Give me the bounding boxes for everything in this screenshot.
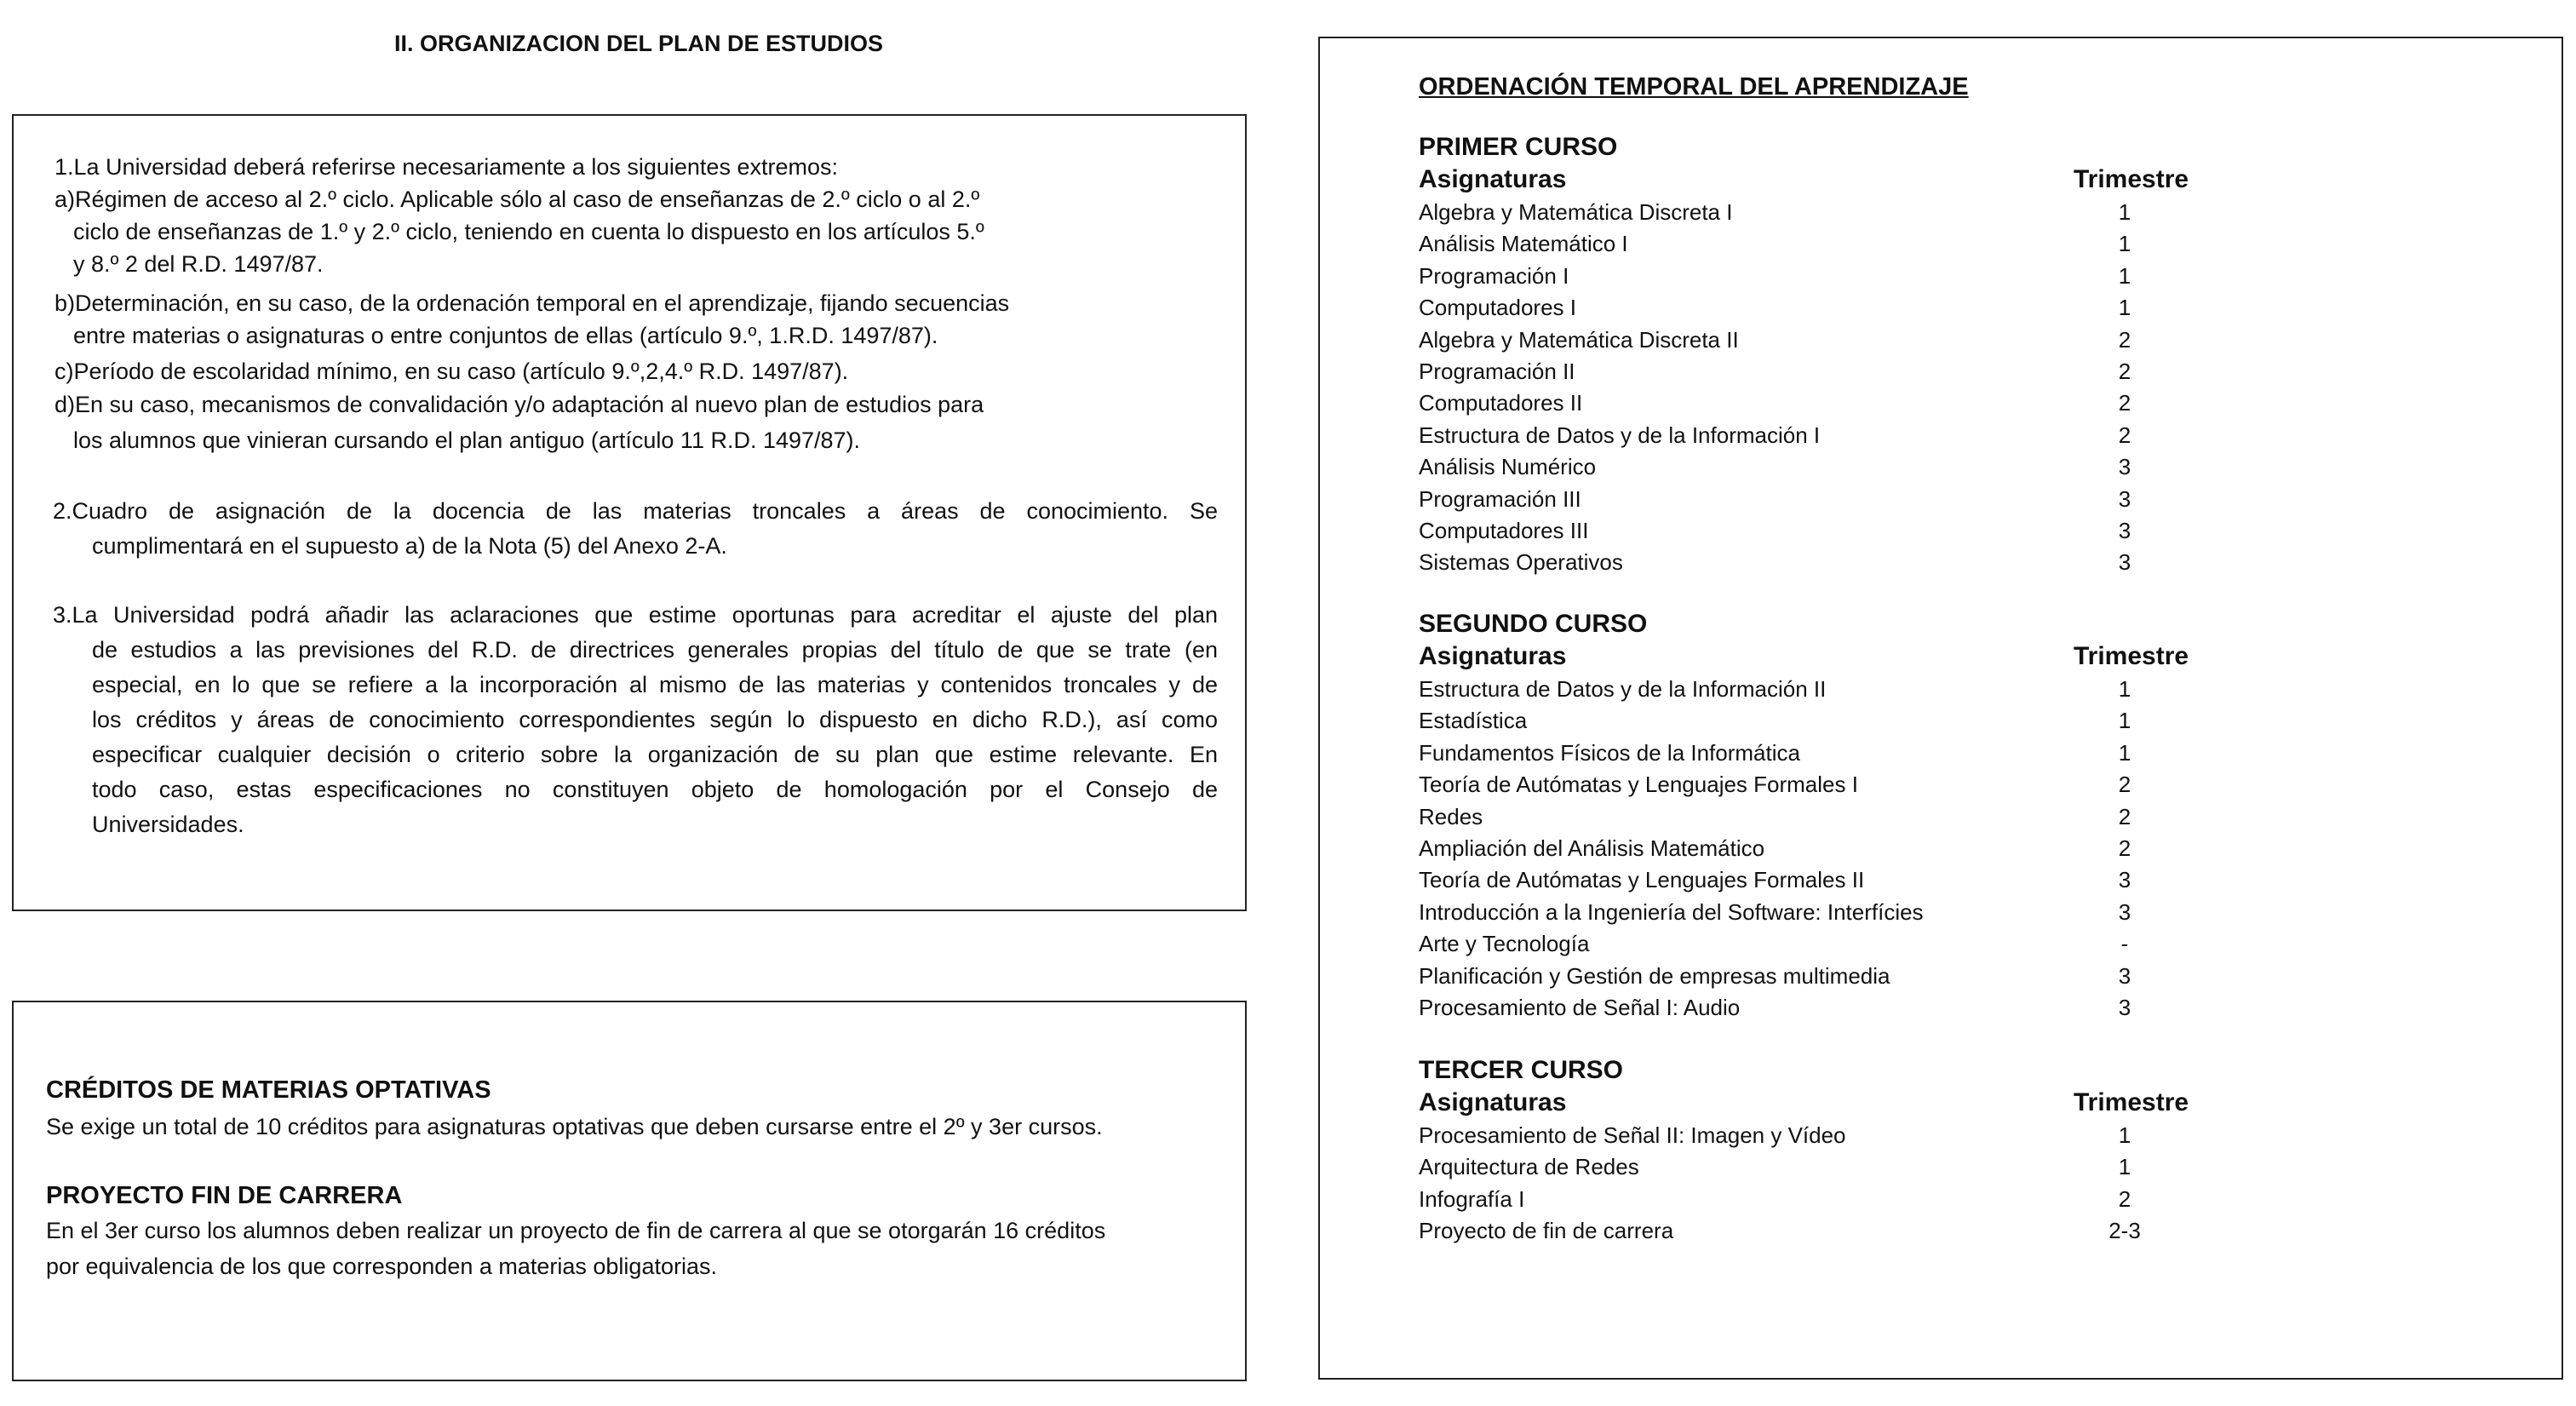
subject-term: 3 (2118, 485, 2131, 512)
subject-term: 1 (2118, 1154, 2131, 1180)
p3-line-4: los créditos y áreas de conocimiento correspondientes según lo dispuesto en dicho R.D.), así como (92, 707, 1218, 732)
subject-term: 1 (2118, 231, 2131, 257)
optatives-heading: CRÉDITOS DE MATERIAS OPTATIVAS (46, 1076, 491, 1104)
schedule-title: ORDENACIÓN TEMPORAL DEL APRENDIZAJE (1419, 73, 1969, 100)
subject-term: 1 (2118, 676, 2131, 702)
section-title: II. ORGANIZACION DEL PLAN DE ESTUDIOS (393, 31, 884, 56)
subjects-column-header: Asignaturas (1419, 642, 1567, 670)
subject-name: Fundamentos Físicos de la Informática (1419, 739, 1800, 766)
p2-line-1: 2.Cuadro de asignación de la docencia de las materias troncales a áreas de conocimiento. Se (53, 498, 1218, 524)
subject-name: Procesamiento de Señal II: Imagen y Vídeo (1419, 1122, 1846, 1148)
course-heading: SEGUNDO CURSO (1419, 610, 1648, 638)
subject-name: Computadores I (1419, 295, 1576, 321)
subject-name: Teoría de Autómatas y Lenguajes Formales I (1419, 772, 1858, 798)
subject-term: 3 (2118, 549, 2131, 576)
subject-term: 2 (2118, 772, 2131, 798)
subject-term: 1 (2118, 739, 2131, 766)
project-text-2: por equivalencia de los que corresponden a materias obligatorias. (46, 1254, 717, 1279)
req-line-1: 1.La Universidad deberá referirse necesariamente a los siguientes extremos: (55, 154, 838, 180)
subjects-column-header: Asignaturas (1419, 1088, 1567, 1116)
subject-name: Arte y Tecnología (1419, 931, 1590, 957)
subject-term: 1 (2118, 262, 2131, 289)
subject-term: 2 (2118, 803, 2131, 829)
subject-term: 2 (2118, 326, 2131, 353)
subject-term: 3 (2118, 995, 2131, 1020)
optatives-text: Se exige un total de 10 créditos para asignaturas optativas que deben cursarse entre el 2º y 3er cursos. (46, 1114, 1103, 1139)
req-line-6: entre materias o asignaturas o entre conjuntos de ellas (artículo 9.º, 1.R.D. 1497/87). (73, 323, 938, 348)
term-column-header: Trimestre (2074, 165, 2189, 193)
subject-name: Teoría de Autómatas y Lenguajes Formales II (1419, 867, 1865, 893)
subject-term: 1 (2118, 708, 2131, 734)
subject-name: Análisis Numérico (1419, 454, 1597, 480)
subject-term: 1 (2118, 199, 2131, 225)
subject-term: 3 (2118, 518, 2131, 543)
paragraph-2 (53, 494, 1218, 564)
subject-name: Procesamiento de Señal I: Audio (1419, 995, 1741, 1020)
subject-name: Proyecto de fin de carrera (1419, 1218, 1674, 1244)
subject-term: 1 (2118, 1122, 2131, 1148)
subject-name: Computadores II (1419, 390, 1583, 416)
subject-name: Estadística (1419, 708, 1528, 734)
subject-name: Programación III (1419, 485, 1581, 512)
subject-name: Estructura de Datos y de la Información II (1419, 676, 1827, 702)
subject-name: Computadores III (1419, 518, 1589, 543)
subject-term: 2 (2118, 422, 2131, 448)
subject-term: 2 (2118, 835, 2131, 861)
req-line-8: d)En su caso, mecanismos de convalidación y/o adaptación al nuevo plan de estudios para (55, 392, 984, 417)
course-heading: TERCER CURSO (1419, 1056, 1624, 1084)
subject-name: Introducción a la Ingeniería del Software: Interfícies (1419, 898, 1924, 925)
req-line-4: y 8.º 2 del R.D. 1497/87. (73, 251, 324, 277)
subject-name: Análisis Matemático I (1419, 231, 1628, 257)
subject-name: Algebra y Matemática Discreta I (1419, 199, 1733, 225)
term-column-header: Trimestre (2074, 1088, 2189, 1116)
subject-name: Programación II (1419, 359, 1575, 384)
subject-term: 2 (2118, 359, 2131, 384)
p3-line-3: especial, en lo que se refiere a la incorporación al mismo de las materias y contenidos troncales y de (92, 672, 1218, 697)
subject-term: 2 (2118, 1185, 2131, 1212)
project-text-1: En el 3er curso los alumnos deben realizar un proyecto de fin de carrera al que se otorgarán 16 créditos (46, 1218, 1106, 1243)
subject-term: 1 (2118, 295, 2131, 321)
term-column-header: Trimestre (2074, 642, 2189, 670)
p3-line-1: 3.La Universidad podrá añadir las aclaraciones que estime oportunas para acreditar el ajuste del plan (53, 602, 1218, 628)
subject-term: 2 (2118, 390, 2131, 416)
p3-line-6: todo caso, estas especificaciones no constituyen objeto de homologación por el Consejo de (92, 777, 1218, 802)
course-heading: PRIMER CURSO (1419, 133, 1618, 161)
req-line-5: b)Determinación, en su caso, de la ordenación temporal en el aprendizaje, fijando secuencias (55, 290, 1010, 316)
subject-term: 3 (2118, 454, 2131, 480)
paragraph-3 (53, 598, 1218, 842)
req-line-2: a)Régimen de acceso al 2.º ciclo. Aplicable sólo al caso de enseñanzas de 2.º ciclo o al 2.º (55, 187, 980, 212)
subject-name: Programación I (1419, 262, 1569, 289)
req-line-3: ciclo de enseñanzas de 1.º y 2.º ciclo, teniendo en cuenta lo dispuesto en los artículos 5.º (73, 219, 984, 244)
subject-term: 3 (2118, 898, 2131, 925)
subject-name: Ampliación del Análisis Matemático (1419, 835, 1765, 861)
req-line-7: c)Período de escolaridad mínimo, en su caso (artículo 9.º,2,4.º R.D. 1497/87). (55, 359, 849, 384)
subject-name: Estructura de Datos y de la Información I (1419, 422, 1821, 448)
project-heading: PROYECTO FIN DE CARRERA (46, 1182, 403, 1209)
p3-line-2: de estudios a las previsiones del R.D. de directrices generales propias del título de que se trate (en (92, 637, 1218, 663)
subject-name: Infografía I (1419, 1185, 1525, 1212)
subject-term: 3 (2118, 867, 2131, 893)
subject-name: Planificación y Gestión de empresas multimedia (1419, 962, 1890, 989)
subject-name: Algebra y Matemática Discreta II (1419, 326, 1739, 353)
p3-line-7: Universidades. (92, 812, 244, 837)
subject-term: - (2120, 931, 2129, 957)
subject-name: Sistemas Operativos (1419, 549, 1623, 576)
subjects-column-header: Asignaturas (1419, 165, 1567, 193)
subject-term: 2-3 (2108, 1218, 2141, 1244)
p3-line-5: especificar cualquier decisión o criterio sobre la organización de su plan que estime relevante. En (92, 742, 1218, 767)
p2-line-2: cumplimentará en el supuesto a) de la Nota (5) del Anexo 2-A. (92, 533, 727, 559)
subject-term: 3 (2118, 962, 2131, 989)
subject-name: Redes (1419, 803, 1483, 829)
req-line-9: los alumnos que vinieran cursando el plan antiguo (artículo 11 R.D. 1497/87). (73, 428, 861, 453)
subject-name: Arquitectura de Redes (1419, 1154, 1639, 1180)
